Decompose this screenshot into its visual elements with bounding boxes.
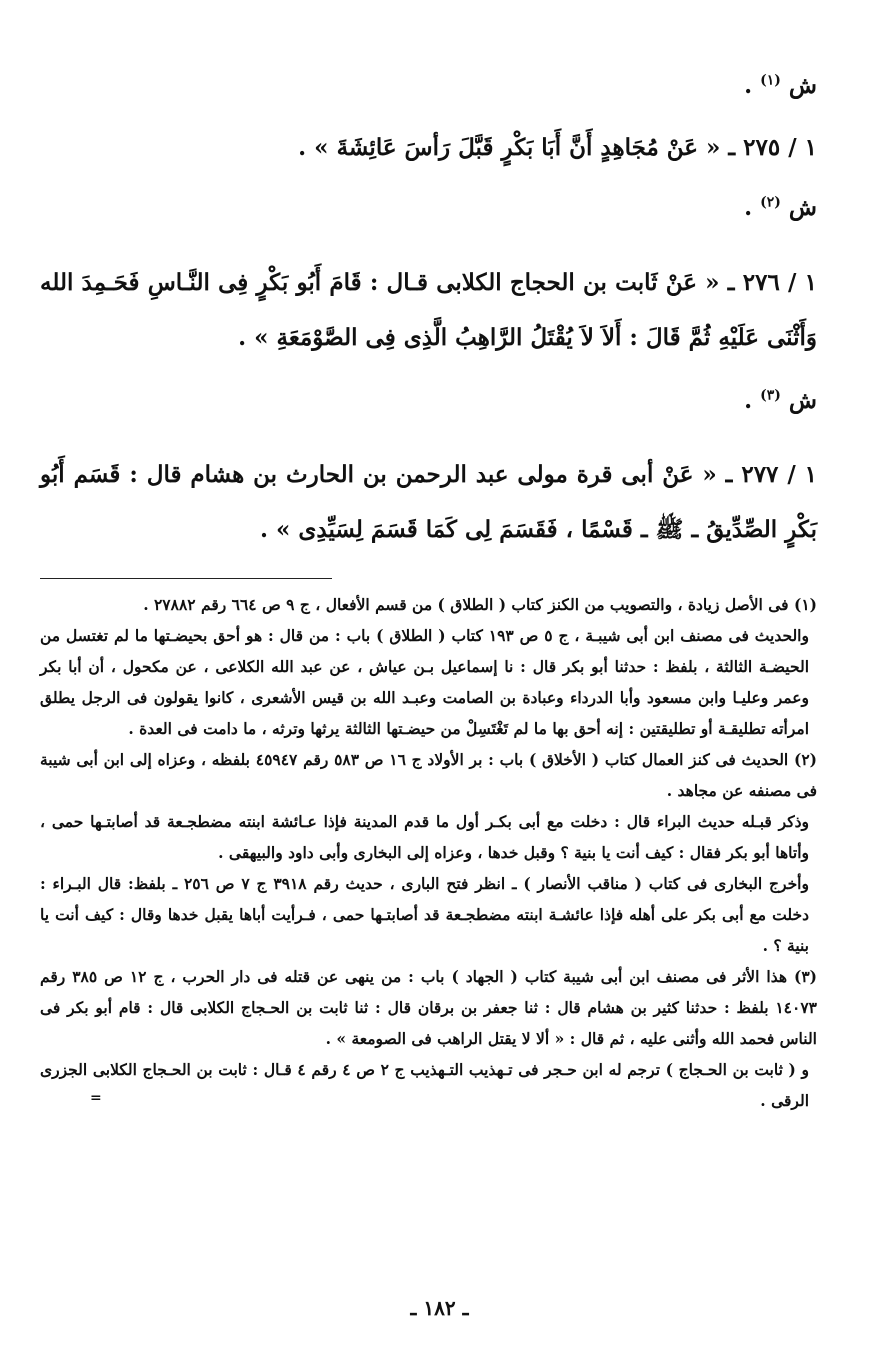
footnote-2-continuation-2: وأخرج البخارى فى كتاب ( مناقب الأنصار ) ـ انظر فتح البارى ، حديث رقم ٣٩١٨ ج ٧ ص ٢٥٦ ـ بلفظ: قال البـراء : دخلت مع أبى بكر على أهله فإذا عائشـة ابنته مضطجـعة قد أصابتـها حمى ، فـرأيت أباها يقبل خدها وقال : كيف أنت يا بنية ؟ . (40, 873, 809, 955)
narration-276: ١ / ٢٧٦ ـ « عَنْ ثَابت بن الحجاج الكلابى قـال : قَامَ أَبُو بَكْرٍ فِى النَّـاسِ فَحَـمِدَ الله وَأَثْنَى عَلَيْهِ ثُمَّ قَالَ : أَلاَ لاَ يُقْتَلُ الرَّاهِبُ الَّذِى فِى الصَّوْمَعَةِ » . (40, 268, 817, 351)
footnote-2: (٢) الحديث فى كنز العمال كتاب ( الأخلاق ) باب : بر الأولاد ج ١٦ ص ٥٨٣ رقم ٤٥٩٤٧ بلفظه ، وعزاه إلى ابن أبى شيبة فى مصنفه عن مجاهد . (40, 749, 817, 800)
footnote-3-continuation-text: و ( ثابت بن الحـجاج ) ترجم له ابن حـجر فى تـهذيب التـهذيب ج ٢ ص ٤ رقم ٤ قـال : ثابت بن الحـجاج الكلابى الجزرى الرقى . (40, 1059, 809, 1110)
page (40, 70, 817, 1352)
sharh-line-2 (40, 192, 817, 224)
sharh-line-1 (40, 70, 817, 102)
footnotes (40, 589, 817, 1116)
sharh-label: ش (788, 72, 817, 99)
footnote-2-continuation-1: وذكر قبـله حديث البراء قال : دخلت مع أبى بكـر أول ما قدم المدينة فإذا عـائشة ابنته مضطجـعة قد أصابتـها حمى ، وأتاها أبو بكر فقال : كيف أنت يا بنية ؟ وقبل خدها ، وعزاه إلى البخارى وأبى داود والبيهقى . (40, 811, 809, 862)
sharh-end: . (744, 72, 761, 99)
narration-275: ١ / ٢٧٥ ـ « عَنْ مُجَاهِدٍ أَنَّ أَبَا بَكْرٍ قَبَّلَ رَأسَ عَائِشَةَ » . (298, 134, 817, 162)
footnote-3-continuation (40, 1054, 817, 1116)
sharh-end: . (744, 386, 761, 414)
footnote-ref: (١) (760, 72, 781, 89)
footnote-divider (40, 578, 332, 579)
footnote-1-continuation: والحديث فى مصنف ابن أبى شيبـة ، ج ٥ ص ١٩٣ كتاب ( الطلاق ) باب : من قال : هو أحق بحيضـتها ما لم تغتسل من الحيضـة الثالثة ، بلفظ : حدثنا أبو بكر قال : نا إسماعيل بـن عياش ، عن عبد الله الكلاعى ، عن مكحول ، أن أبا بكر وعمر وعليـا وابن مسعود وأبا الدرداء وعبادة بن الصامت وعبـد الله بن قيس الأشعرى ، كانوا يقولون فى الرجل يطلق امرأته تطليقـة أو تطليقتين : إنه أحق بها ما لم تَغْتَسِلْ من حيضـتها الثالثة يرثها وترثه ، ما دامت فى العدة . (40, 625, 809, 738)
footnote-ref: (٣) (760, 387, 781, 404)
narration-277: ١ / ٢٧٧ ـ « عَنْ أبى قرة مولى عبد الرحمن بن الحارث بن هشام قال : قَسَم أَبُو بَكْرٍ الصِّدِّيقُ ـ ﷺ ـ قَسْمًا ، فَقَسَمَ لِى كَمَا قَسَمَ لِسَيِّدِى » . (40, 461, 817, 544)
continued-mark: = (90, 1089, 102, 1106)
main-text (40, 70, 817, 558)
footnote-1: (١) فى الأصل زيادة ، والتصويب من الكنز كتاب ( الطلاق ) من قسم الأفعال ، ج ٩ ص ٦٦٤ رقم ٢٧٨٨٢ . (143, 594, 817, 614)
footnote-3: (٣) هذا الأثر فى مصنف ابن أبى شيبة كتاب ( الجهاد ) باب : من ينهى عن قتله فى دار الحرب ، ج ١٢ ص ٣٨٥ رقم ١٤٠٧٣ بلفظ : حدثنا كثير بن هشام قال : ثنا جعفر بن برقان قال : ثنا ثابت بن الحـجاج الكلابى قال : قام أبو بكر فى الناس فحمد الله وأثنى عليه ، ثم قال : « ألا لا يقتل الراهب فى الصومعة » . (40, 966, 817, 1048)
sharh-line-3 (40, 385, 817, 417)
sharh-label: ش (788, 194, 817, 222)
footnote-ref: (٢) (760, 194, 781, 211)
sharh-end: . (744, 194, 761, 222)
sharh-label: ش (788, 386, 817, 414)
page-number: ـ ١٨٢ ـ (410, 1296, 469, 1320)
